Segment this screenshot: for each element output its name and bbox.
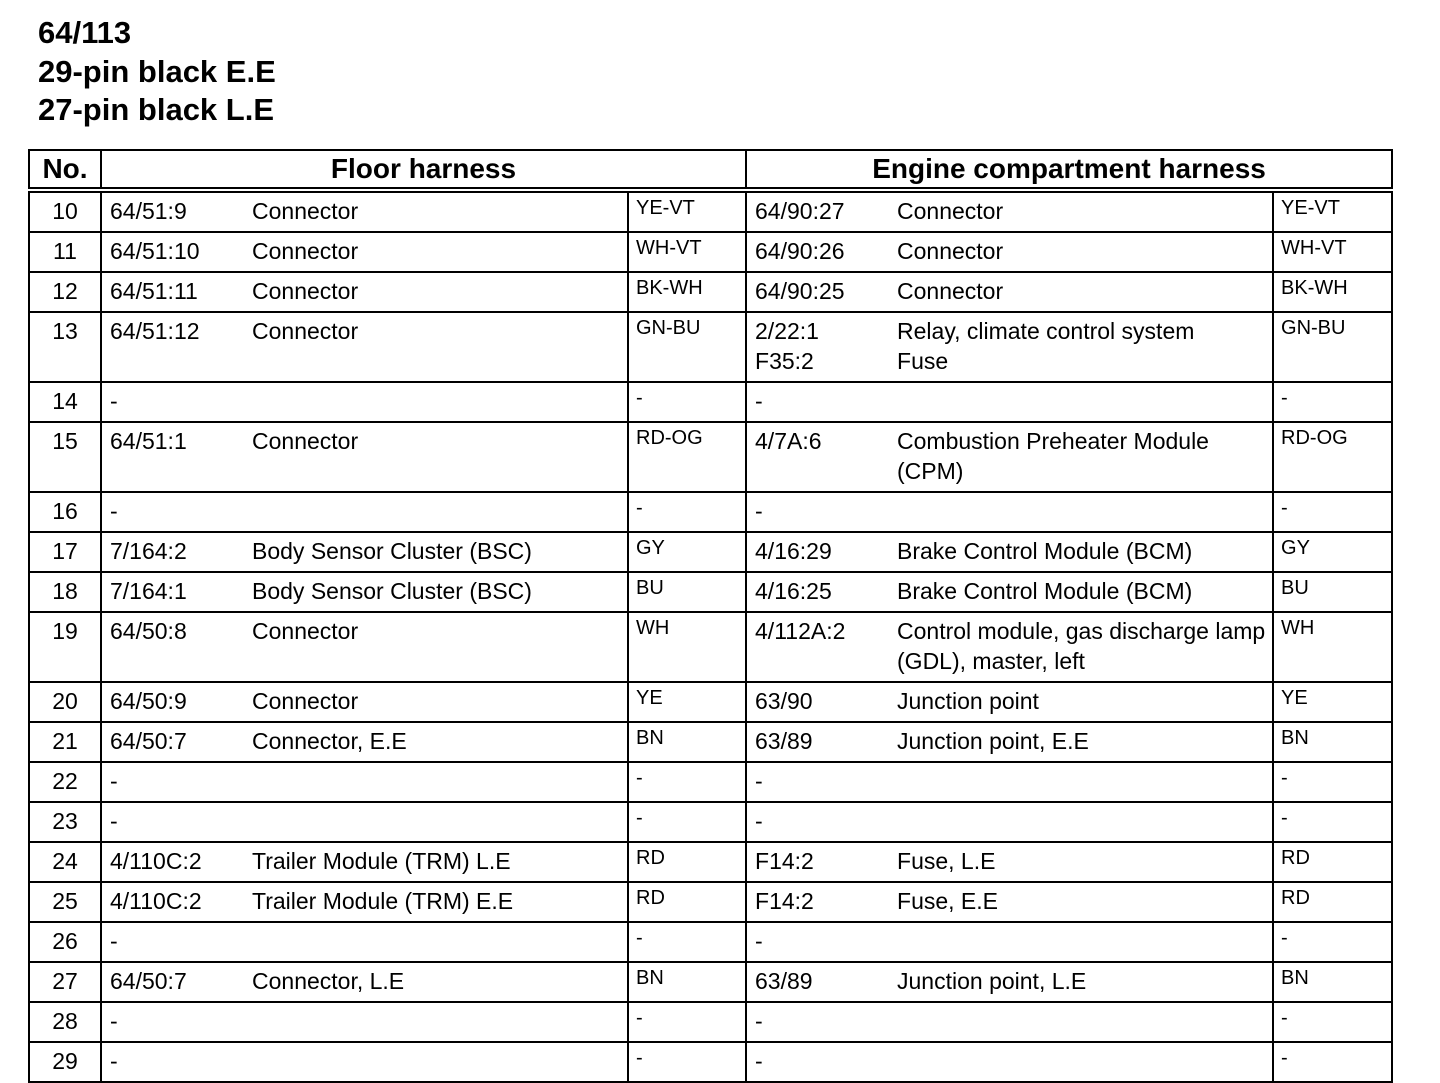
engine-wire-color: - — [1273, 922, 1392, 962]
floor-harness-cell — [101, 1002, 628, 1042]
engine-ref: - — [755, 808, 763, 834]
engine-name: Relay, climate control system — [897, 318, 1195, 344]
pin-number: 18 — [29, 572, 101, 612]
engine-ref: 4/16:29 — [755, 538, 832, 564]
engine-harness-cell — [746, 802, 1273, 842]
floor-entry — [110, 886, 627, 916]
engine-name: Brake Control Module (BCM) — [897, 578, 1193, 604]
pin-number: 16 — [29, 492, 101, 532]
pin-number: 26 — [29, 922, 101, 962]
engine-ref: F14:2 — [755, 888, 814, 914]
engine-entry — [755, 806, 1272, 836]
floor-wire-color: RD — [628, 882, 746, 922]
floor-ref: 7/164:1 — [110, 578, 187, 604]
floor-entry — [110, 276, 627, 306]
engine-ref: 64/90:26 — [755, 238, 845, 264]
floor-entry — [110, 966, 627, 996]
engine-entry — [755, 276, 1272, 306]
table-row — [29, 922, 1392, 962]
table-row — [29, 882, 1392, 922]
table-row — [29, 722, 1392, 762]
table-row — [29, 422, 1392, 492]
pin-number: 20 — [29, 682, 101, 722]
engine-harness-cell — [746, 382, 1273, 422]
floor-entry — [110, 576, 627, 606]
floor-ref: - — [110, 498, 118, 524]
engine-entry — [755, 196, 1272, 226]
floor-ref: - — [110, 808, 118, 834]
floor-harness-cell — [101, 572, 628, 612]
floor-entry — [110, 616, 627, 646]
engine-name: Control module, gas discharge lamp (GDL), master, left — [897, 618, 1266, 674]
engine-wire-color: YE-VT — [1273, 190, 1392, 232]
floor-name: Connector — [252, 198, 359, 224]
floor-name: Connector, L.E — [252, 968, 405, 994]
pin-number: 12 — [29, 272, 101, 312]
engine-wire-color: - — [1273, 492, 1392, 532]
floor-harness-cell — [101, 1042, 628, 1082]
pin-table — [28, 149, 1393, 1083]
engine-harness-cell — [746, 492, 1273, 532]
floor-wire-color: YE-VT — [628, 190, 746, 232]
engine-name: Junction point, L.E — [897, 968, 1087, 994]
engine-wire-color: RD — [1273, 842, 1392, 882]
engine-entry — [755, 686, 1272, 716]
floor-ref: - — [110, 768, 118, 794]
engine-harness-cell — [746, 532, 1273, 572]
engine-wire-color: WH-VT — [1273, 232, 1392, 272]
floor-ref: 64/50:7 — [110, 968, 187, 994]
table-row — [29, 382, 1392, 422]
engine-harness-cell — [746, 922, 1273, 962]
floor-name: Body Sensor Cluster (BSC) — [252, 578, 532, 604]
table-row — [29, 532, 1392, 572]
pin-number: 25 — [29, 882, 101, 922]
floor-ref: - — [110, 388, 118, 414]
engine-entry — [755, 926, 1272, 956]
engine-wire-color: GY — [1273, 532, 1392, 572]
connector-heading — [38, 14, 276, 130]
pin-number: 21 — [29, 722, 101, 762]
floor-name: Connector — [252, 278, 359, 304]
floor-ref: 64/50:9 — [110, 688, 187, 714]
floor-entry — [110, 846, 627, 876]
floor-wire-color: - — [628, 1002, 746, 1042]
engine-ref: F35:2 — [755, 348, 814, 374]
engine-ref: 4/16:25 — [755, 578, 832, 604]
floor-ref: - — [110, 928, 118, 954]
floor-name: Trailer Module (TRM) E.E — [252, 888, 514, 914]
engine-entry — [755, 766, 1272, 796]
floor-wire-color: - — [628, 802, 746, 842]
floor-name: Trailer Module (TRM) L.E — [252, 848, 511, 874]
engine-entry — [755, 616, 1272, 676]
floor-wire-color: YE — [628, 682, 746, 722]
floor-wire-color: - — [628, 492, 746, 532]
table-row — [29, 802, 1392, 842]
floor-wire-color: RD-OG — [628, 422, 746, 492]
engine-entry — [755, 966, 1272, 996]
engine-harness-cell — [746, 422, 1273, 492]
engine-name: Connector — [897, 238, 1004, 264]
floor-wire-color: - — [628, 1042, 746, 1082]
engine-entry — [755, 426, 1272, 486]
engine-ref: 63/89 — [755, 728, 813, 754]
floor-harness-cell — [101, 190, 628, 232]
engine-ref: 64/90:27 — [755, 198, 845, 224]
engine-ref: - — [755, 1048, 763, 1074]
floor-ref: 64/51:11 — [110, 278, 198, 304]
engine-ref: F14:2 — [755, 848, 814, 874]
engine-name: Brake Control Module (BCM) — [897, 538, 1193, 564]
pin-number: 29 — [29, 1042, 101, 1082]
engine-wire-color: YE — [1273, 682, 1392, 722]
floor-harness-cell — [101, 422, 628, 492]
floor-wire-color: BU — [628, 572, 746, 612]
engine-harness-cell — [746, 232, 1273, 272]
pin-number: 23 — [29, 802, 101, 842]
floor-wire-color: WH-VT — [628, 232, 746, 272]
floor-harness-cell — [101, 962, 628, 1002]
engine-harness-cell — [746, 272, 1273, 312]
engine-entry — [755, 236, 1272, 266]
engine-ref: - — [755, 498, 763, 524]
table-row — [29, 612, 1392, 682]
floor-entry — [110, 426, 627, 456]
pin-number: 17 — [29, 532, 101, 572]
engine-entry — [755, 316, 1272, 346]
floor-wire-color: - — [628, 762, 746, 802]
floor-wire-color: WH — [628, 612, 746, 682]
floor-harness-cell — [101, 532, 628, 572]
floor-wire-color: GN-BU — [628, 312, 746, 382]
engine-ref: 2/22:1 — [755, 318, 819, 344]
engine-entry — [755, 536, 1272, 566]
pin-number: 14 — [29, 382, 101, 422]
engine-ref: - — [755, 768, 763, 794]
engine-name: Connector — [897, 278, 1004, 304]
engine-harness-cell — [746, 682, 1273, 722]
engine-name: Fuse — [897, 348, 949, 374]
engine-ref: 63/90 — [755, 688, 813, 714]
engine-harness-cell — [746, 190, 1273, 232]
floor-entry — [110, 686, 627, 716]
header-no: No. — [29, 150, 101, 190]
floor-ref: 64/51:12 — [110, 318, 200, 344]
engine-entry — [755, 726, 1272, 756]
engine-name: Fuse, E.E — [897, 888, 998, 914]
engine-ref: 4/7A:6 — [755, 428, 822, 454]
table-row — [29, 492, 1392, 532]
floor-name: Body Sensor Cluster (BSC) — [252, 538, 532, 564]
floor-wire-color: RD — [628, 842, 746, 882]
table-row — [29, 1002, 1392, 1042]
engine-wire-color: BK-WH — [1273, 272, 1392, 312]
engine-entry — [755, 346, 1272, 376]
engine-ref: 64/90:25 — [755, 278, 845, 304]
engine-harness-cell — [746, 1002, 1273, 1042]
engine-wire-color: WH — [1273, 612, 1392, 682]
engine-entry — [755, 496, 1272, 526]
floor-harness-cell — [101, 802, 628, 842]
variant-le: 27-pin black L.E — [38, 92, 275, 127]
table-row — [29, 572, 1392, 612]
engine-harness-cell — [746, 1042, 1273, 1082]
table-row — [29, 842, 1392, 882]
engine-entry — [755, 886, 1272, 916]
floor-harness-cell — [101, 492, 628, 532]
engine-ref: - — [755, 1008, 763, 1034]
engine-ref: - — [755, 388, 763, 414]
floor-entry — [110, 316, 627, 346]
header-engine-harness: Engine compartment harness — [746, 150, 1392, 190]
table-row — [29, 272, 1392, 312]
engine-ref: 4/112A:2 — [755, 618, 846, 644]
pin-number: 13 — [29, 312, 101, 382]
floor-wire-color: - — [628, 922, 746, 962]
engine-harness-cell — [746, 842, 1273, 882]
floor-ref: 4/110C:2 — [110, 848, 202, 874]
engine-wire-color: RD-OG — [1273, 422, 1392, 492]
variant-ee: 29-pin black E.E — [38, 53, 276, 89]
floor-entry — [110, 1006, 627, 1036]
floor-harness-cell — [101, 682, 628, 722]
floor-harness-cell — [101, 922, 628, 962]
engine-entry — [755, 1006, 1272, 1036]
engine-entry — [755, 846, 1272, 876]
engine-ref: - — [755, 928, 763, 954]
floor-harness-cell — [101, 272, 628, 312]
engine-wire-color: RD — [1273, 882, 1392, 922]
engine-wire-color: - — [1273, 762, 1392, 802]
floor-name: Connector — [252, 618, 359, 644]
engine-name: Connector — [897, 198, 1004, 224]
engine-name: Junction point, E.E — [897, 728, 1089, 754]
engine-harness-cell — [746, 762, 1273, 802]
pin-number: 15 — [29, 422, 101, 492]
engine-entry — [755, 386, 1272, 416]
engine-entry — [755, 576, 1272, 606]
engine-wire-color: GN-BU — [1273, 312, 1392, 382]
floor-name: Connector — [252, 238, 359, 264]
engine-entry — [755, 1046, 1272, 1076]
engine-harness-cell — [746, 962, 1273, 1002]
engine-name: Fuse, L.E — [897, 848, 996, 874]
pin-number: 28 — [29, 1002, 101, 1042]
table-row — [29, 682, 1392, 722]
table-row — [29, 962, 1392, 1002]
floor-entry — [110, 726, 627, 756]
floor-entry — [110, 1046, 627, 1076]
engine-name: Combustion Preheater Module (CPM) — [897, 428, 1209, 484]
table-row — [29, 232, 1392, 272]
floor-harness-cell — [101, 882, 628, 922]
floor-ref: - — [110, 1008, 118, 1034]
pin-number: 27 — [29, 962, 101, 1002]
header-floor-harness: Floor harness — [101, 150, 746, 190]
floor-harness-cell — [101, 232, 628, 272]
table-row — [29, 1042, 1392, 1082]
floor-harness-cell — [101, 382, 628, 422]
floor-ref: 64/51:10 — [110, 238, 200, 264]
floor-harness-cell — [101, 842, 628, 882]
engine-wire-color: - — [1273, 1042, 1392, 1082]
engine-wire-color: - — [1273, 1002, 1392, 1042]
floor-entry — [110, 196, 627, 226]
floor-name: Connector, E.E — [252, 728, 407, 754]
floor-name: Connector — [252, 688, 359, 714]
floor-harness-cell — [101, 762, 628, 802]
floor-ref: 64/51:1 — [110, 428, 187, 454]
floor-ref: 4/110C:2 — [110, 888, 202, 914]
engine-wire-color: - — [1273, 382, 1392, 422]
engine-wire-color: BN — [1273, 722, 1392, 762]
floor-entry — [110, 926, 627, 956]
engine-harness-cell — [746, 722, 1273, 762]
floor-entry — [110, 496, 627, 526]
floor-wire-color: BK-WH — [628, 272, 746, 312]
engine-name: Junction point — [897, 688, 1039, 714]
floor-entry — [110, 766, 627, 796]
floor-ref: - — [110, 1048, 118, 1074]
engine-harness-cell — [746, 572, 1273, 612]
engine-wire-color: - — [1273, 802, 1392, 842]
floor-entry — [110, 236, 627, 266]
floor-ref: 64/50:7 — [110, 728, 187, 754]
connector-id: 64/113 — [38, 15, 132, 50]
pin-number: 22 — [29, 762, 101, 802]
table-row — [29, 190, 1392, 232]
floor-harness-cell — [101, 722, 628, 762]
floor-entry — [110, 806, 627, 836]
floor-wire-color: GY — [628, 532, 746, 572]
floor-name: Connector — [252, 318, 359, 344]
floor-harness-cell — [101, 612, 628, 682]
table-row — [29, 312, 1392, 382]
floor-name: Connector — [252, 428, 359, 454]
floor-ref: 64/51:9 — [110, 198, 187, 224]
pin-number: 11 — [29, 232, 101, 272]
floor-entry — [110, 386, 627, 416]
engine-wire-color: BU — [1273, 572, 1392, 612]
floor-ref: 64/50:8 — [110, 618, 187, 644]
engine-harness-cell — [746, 612, 1273, 682]
pin-number: 10 — [29, 190, 101, 232]
pin-rows — [29, 190, 1392, 1082]
table-row — [29, 762, 1392, 802]
floor-ref: 7/164:2 — [110, 538, 187, 564]
floor-wire-color: - — [628, 382, 746, 422]
table-header-row — [29, 150, 1392, 190]
pin-number: 24 — [29, 842, 101, 882]
floor-wire-color: BN — [628, 722, 746, 762]
floor-entry — [110, 536, 627, 566]
floor-harness-cell — [101, 312, 628, 382]
engine-wire-color: BN — [1273, 962, 1392, 1002]
engine-ref: 63/89 — [755, 968, 813, 994]
engine-harness-cell — [746, 312, 1273, 382]
engine-harness-cell — [746, 882, 1273, 922]
pin-number: 19 — [29, 612, 101, 682]
floor-wire-color: BN — [628, 962, 746, 1002]
